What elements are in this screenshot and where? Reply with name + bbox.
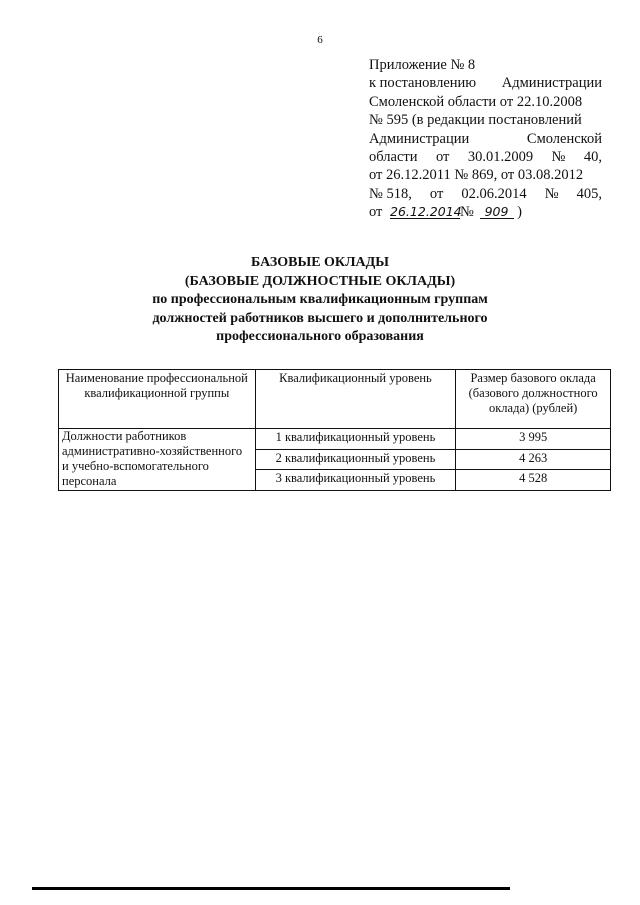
appendix-text: области — [369, 149, 418, 166]
appendix-text: Смоленской — [526, 130, 602, 147]
amount-cell: 4 528 — [456, 470, 611, 491]
salary-table — [58, 369, 611, 491]
page-number: 6 — [317, 34, 323, 46]
group-name-cell: Должности работников административно-хозяйственного и учебно-вспомогательного персонала — [59, 429, 256, 491]
appendix-text: 02.06.2014 — [461, 185, 527, 202]
appendix-text: № — [544, 185, 559, 202]
heading-line: по профессиональным квалификационным группам — [152, 292, 488, 307]
appendix-line-8 — [369, 185, 602, 203]
column-header: Размер базового оклада (базового должностного оклада) (рублей) — [456, 370, 611, 429]
appendix-line-7: от 26.12.2011 № 869, от 03.08.2012 — [369, 167, 584, 184]
document-heading — [0, 254, 640, 347]
heading-line: (БАЗОВЫЕ ДОЛЖНОСТНЫЕ ОКЛАДЫ) — [184, 273, 456, 289]
heading-line: БАЗОВЫЕ ОКЛАДЫ — [251, 255, 389, 270]
appendix-title: Приложение № 8 — [369, 57, 476, 73]
appendix-text: 405, — [576, 185, 602, 202]
appendix-line-5 — [369, 130, 602, 148]
appendix-block — [369, 56, 602, 222]
amount-cell: 4 263 — [456, 449, 611, 470]
appendix-line-4: № 595 (в редакции постановлений — [369, 112, 582, 129]
handwritten-number: 909 — [480, 205, 514, 219]
appendix-text: от — [435, 149, 450, 166]
column-header: Наименование профессиональной квалификационной группы — [59, 370, 256, 429]
appendix-text: Администрации — [501, 75, 602, 92]
closing-paren: ) — [517, 204, 522, 221]
appendix-text: № — [551, 149, 566, 166]
column-header: Квалификационный уровень — [255, 370, 456, 429]
table-row — [59, 429, 611, 450]
appendix-line-9 — [369, 203, 602, 221]
level-cell: 3 квалификационный уровень — [255, 470, 456, 491]
heading-line: профессионального образования — [216, 329, 424, 344]
appendix-line-3: Смоленской области от 22.10.2008 — [369, 93, 583, 110]
appendix-text: № 518, — [369, 185, 412, 202]
bottom-rule — [32, 887, 510, 890]
level-cell: 1 квалификационный уровень — [255, 429, 456, 450]
appendix-text: к постановлению — [369, 75, 477, 92]
appendix-line-2 — [369, 74, 602, 92]
level-cell: 2 квалификационный уровень — [255, 449, 456, 470]
table-header-row — [59, 370, 611, 429]
appendix-line-6 — [369, 148, 602, 166]
amount-cell: 3 995 — [456, 429, 611, 450]
appendix-text: от — [369, 204, 383, 221]
appendix-text: Администрации — [369, 130, 470, 147]
number-sign: № — [460, 204, 474, 221]
handwritten-date: 26.12.2014 — [390, 204, 462, 220]
appendix-text: от — [429, 185, 444, 202]
heading-line: должностей работников высшего и дополнительного — [152, 310, 488, 326]
appendix-text: 40, — [583, 149, 602, 166]
appendix-text: 30.01.2009 — [467, 149, 534, 166]
